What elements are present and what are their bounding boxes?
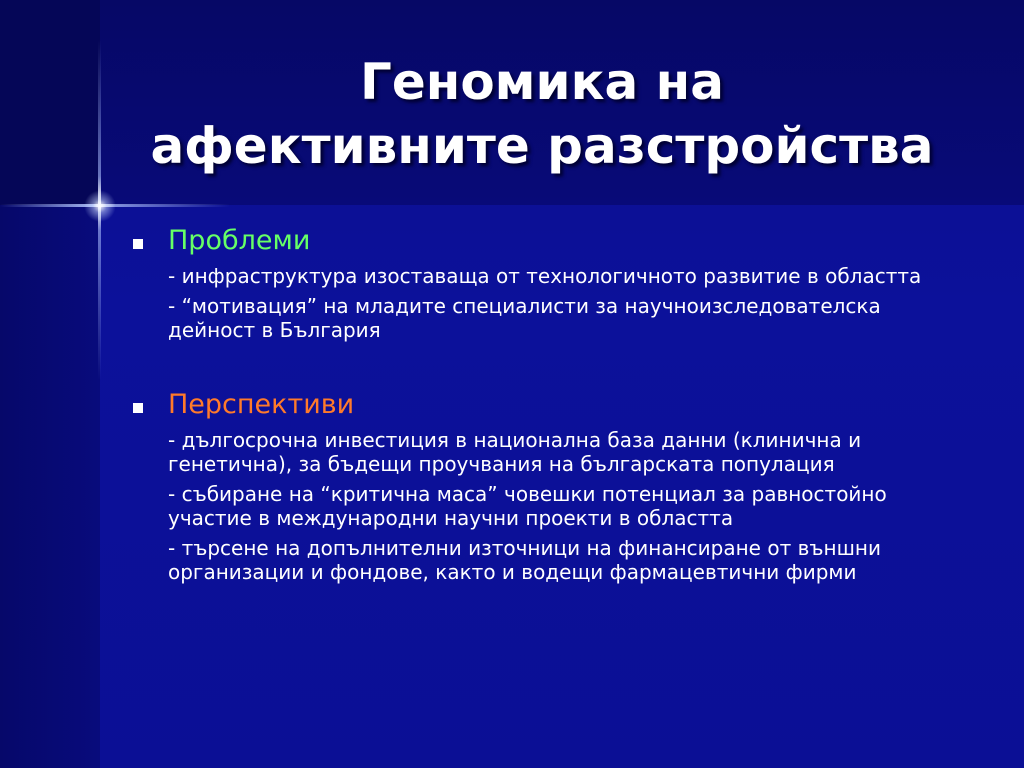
title-line-2: афективните разстройства bbox=[150, 117, 934, 175]
sub-item-perspectives-2: - събиране на “критична маса” човешки потенциал за равностойно участие в международни научни проекти в областта bbox=[168, 482, 887, 530]
bullet-label-perspectives: Перспективи bbox=[168, 389, 355, 420]
bullet-perspectives bbox=[128, 386, 968, 584]
bullet-problems bbox=[128, 222, 968, 342]
corner-block bbox=[0, 0, 100, 205]
sub-item-perspectives-1: - дългосрочна инвестиция в национална база данни (клинична и генетична), за бъдещи проучвания на българската популация bbox=[168, 428, 862, 476]
slide-title bbox=[100, 50, 984, 178]
square-bullet-icon bbox=[133, 239, 143, 249]
title-line-1: Геномика на bbox=[360, 53, 724, 111]
bullet-label-problems: Проблеми bbox=[168, 225, 311, 256]
sub-item-problems-2: - “мотивация” на младите специалисти за научноизследователска дейност в България bbox=[168, 294, 881, 342]
sparkle-star-icon bbox=[84, 190, 116, 222]
sub-item-problems-1: - инфраструктура изоставаща от технологичното развитие в областта bbox=[168, 264, 922, 288]
sub-item-perspectives-3: - търсене на допълнителни източници на финансиране от външни организации и фондове, както и водещи фармацевтични фирми bbox=[168, 536, 881, 584]
slide-body bbox=[128, 222, 968, 590]
square-bullet-icon bbox=[133, 403, 143, 413]
